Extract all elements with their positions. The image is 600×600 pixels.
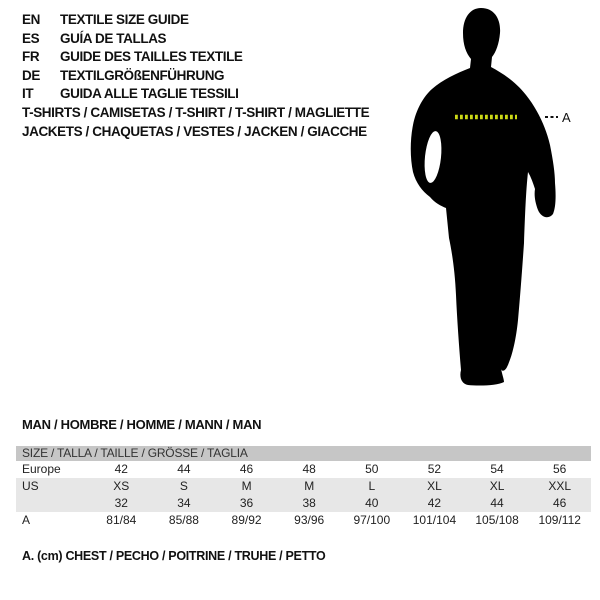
language-label: GUIDA ALLE TAGLIE TESSILI [60,86,239,102]
size-cell: 36 [239,496,254,510]
table-header: SIZE / TALLA / TAILLE / GRÖSSE / TAGLIA [16,446,591,461]
language-code: ES [22,30,40,46]
size-cell: 42 [114,462,128,476]
size-cell: 46 [239,462,254,476]
language-label: TEXTILGRÖßENFÜHRUNG [60,67,225,83]
footnote-chest: A. (cm) CHEST / PECHO / POITRINE / TRUHE / PETTO [22,549,326,563]
table-row-us [16,478,591,495]
size-cell: XL [489,479,505,493]
language-row [22,48,243,67]
size-cell: 46 [553,496,567,510]
size-cell: 97/100 [353,513,391,527]
size-cell: 93/96 [294,513,325,527]
size-cell: XL [427,479,442,493]
man-silhouette [405,0,595,400]
category-list [22,104,369,141]
size-cell: 44 [490,496,504,510]
row-label: A [22,513,31,527]
category-line-tshirts: T-SHIRTS / CAMISETAS / T-SHIRT / T-SHIRT / MAGLIETTE [22,105,370,120]
size-cell: XXL [548,479,572,493]
language-row [22,30,243,49]
size-cell: 85/88 [168,513,199,527]
size-cell: 81/84 [106,513,137,527]
man-body-shape [411,8,556,386]
size-cell: 34 [177,496,191,510]
size-cell: 50 [365,462,379,476]
size-cell: 109/112 [538,513,581,527]
table-row-europe [16,461,591,478]
row-label: Europe [22,462,61,476]
size-cell: 42 [427,496,442,510]
language-code: DE [22,67,40,83]
measure-label-a: A [562,110,571,125]
language-code: IT [22,86,34,102]
size-cell: M [241,479,252,493]
size-cell: 54 [490,462,504,476]
size-cell: 52 [427,462,442,476]
man-silhouette-svg [405,0,595,400]
size-cell: 105/108 [475,513,519,527]
size-table [16,446,591,529]
size-cell: 56 [553,462,567,476]
size-cell: 89/92 [231,513,262,527]
size-cell: 44 [177,462,191,476]
language-label: GUÍA DE TALLAS [60,30,167,46]
table-row-uk [16,495,591,512]
language-code: FR [22,49,40,65]
language-label: GUIDE DES TAILLES TEXTILE [60,49,243,65]
size-cell: S [179,479,188,493]
size-cell: 101/104 [412,513,457,527]
language-row [22,11,243,30]
table-row-chest-a [16,512,591,529]
category-line-jackets: JACKETS / CHAQUETAS / VESTES / JACKEN / GIACCHE [22,123,367,139]
size-cell: L [368,479,376,493]
size-cell: 48 [302,462,316,476]
language-row [22,85,243,104]
size-cell: 38 [302,496,316,510]
language-code: EN [22,12,40,27]
size-cell: 32 [114,496,128,510]
size-cell: M [304,479,315,493]
section-title-man: MAN / HOMBRE / HOMME / MANN / MAN [22,417,262,432]
size-cell: XS [113,479,130,493]
language-list [22,11,243,104]
size-cell: 40 [365,496,379,510]
language-row [22,67,243,86]
row-label: US [22,479,39,493]
language-label: TEXTILE SIZE GUIDE [60,12,189,27]
